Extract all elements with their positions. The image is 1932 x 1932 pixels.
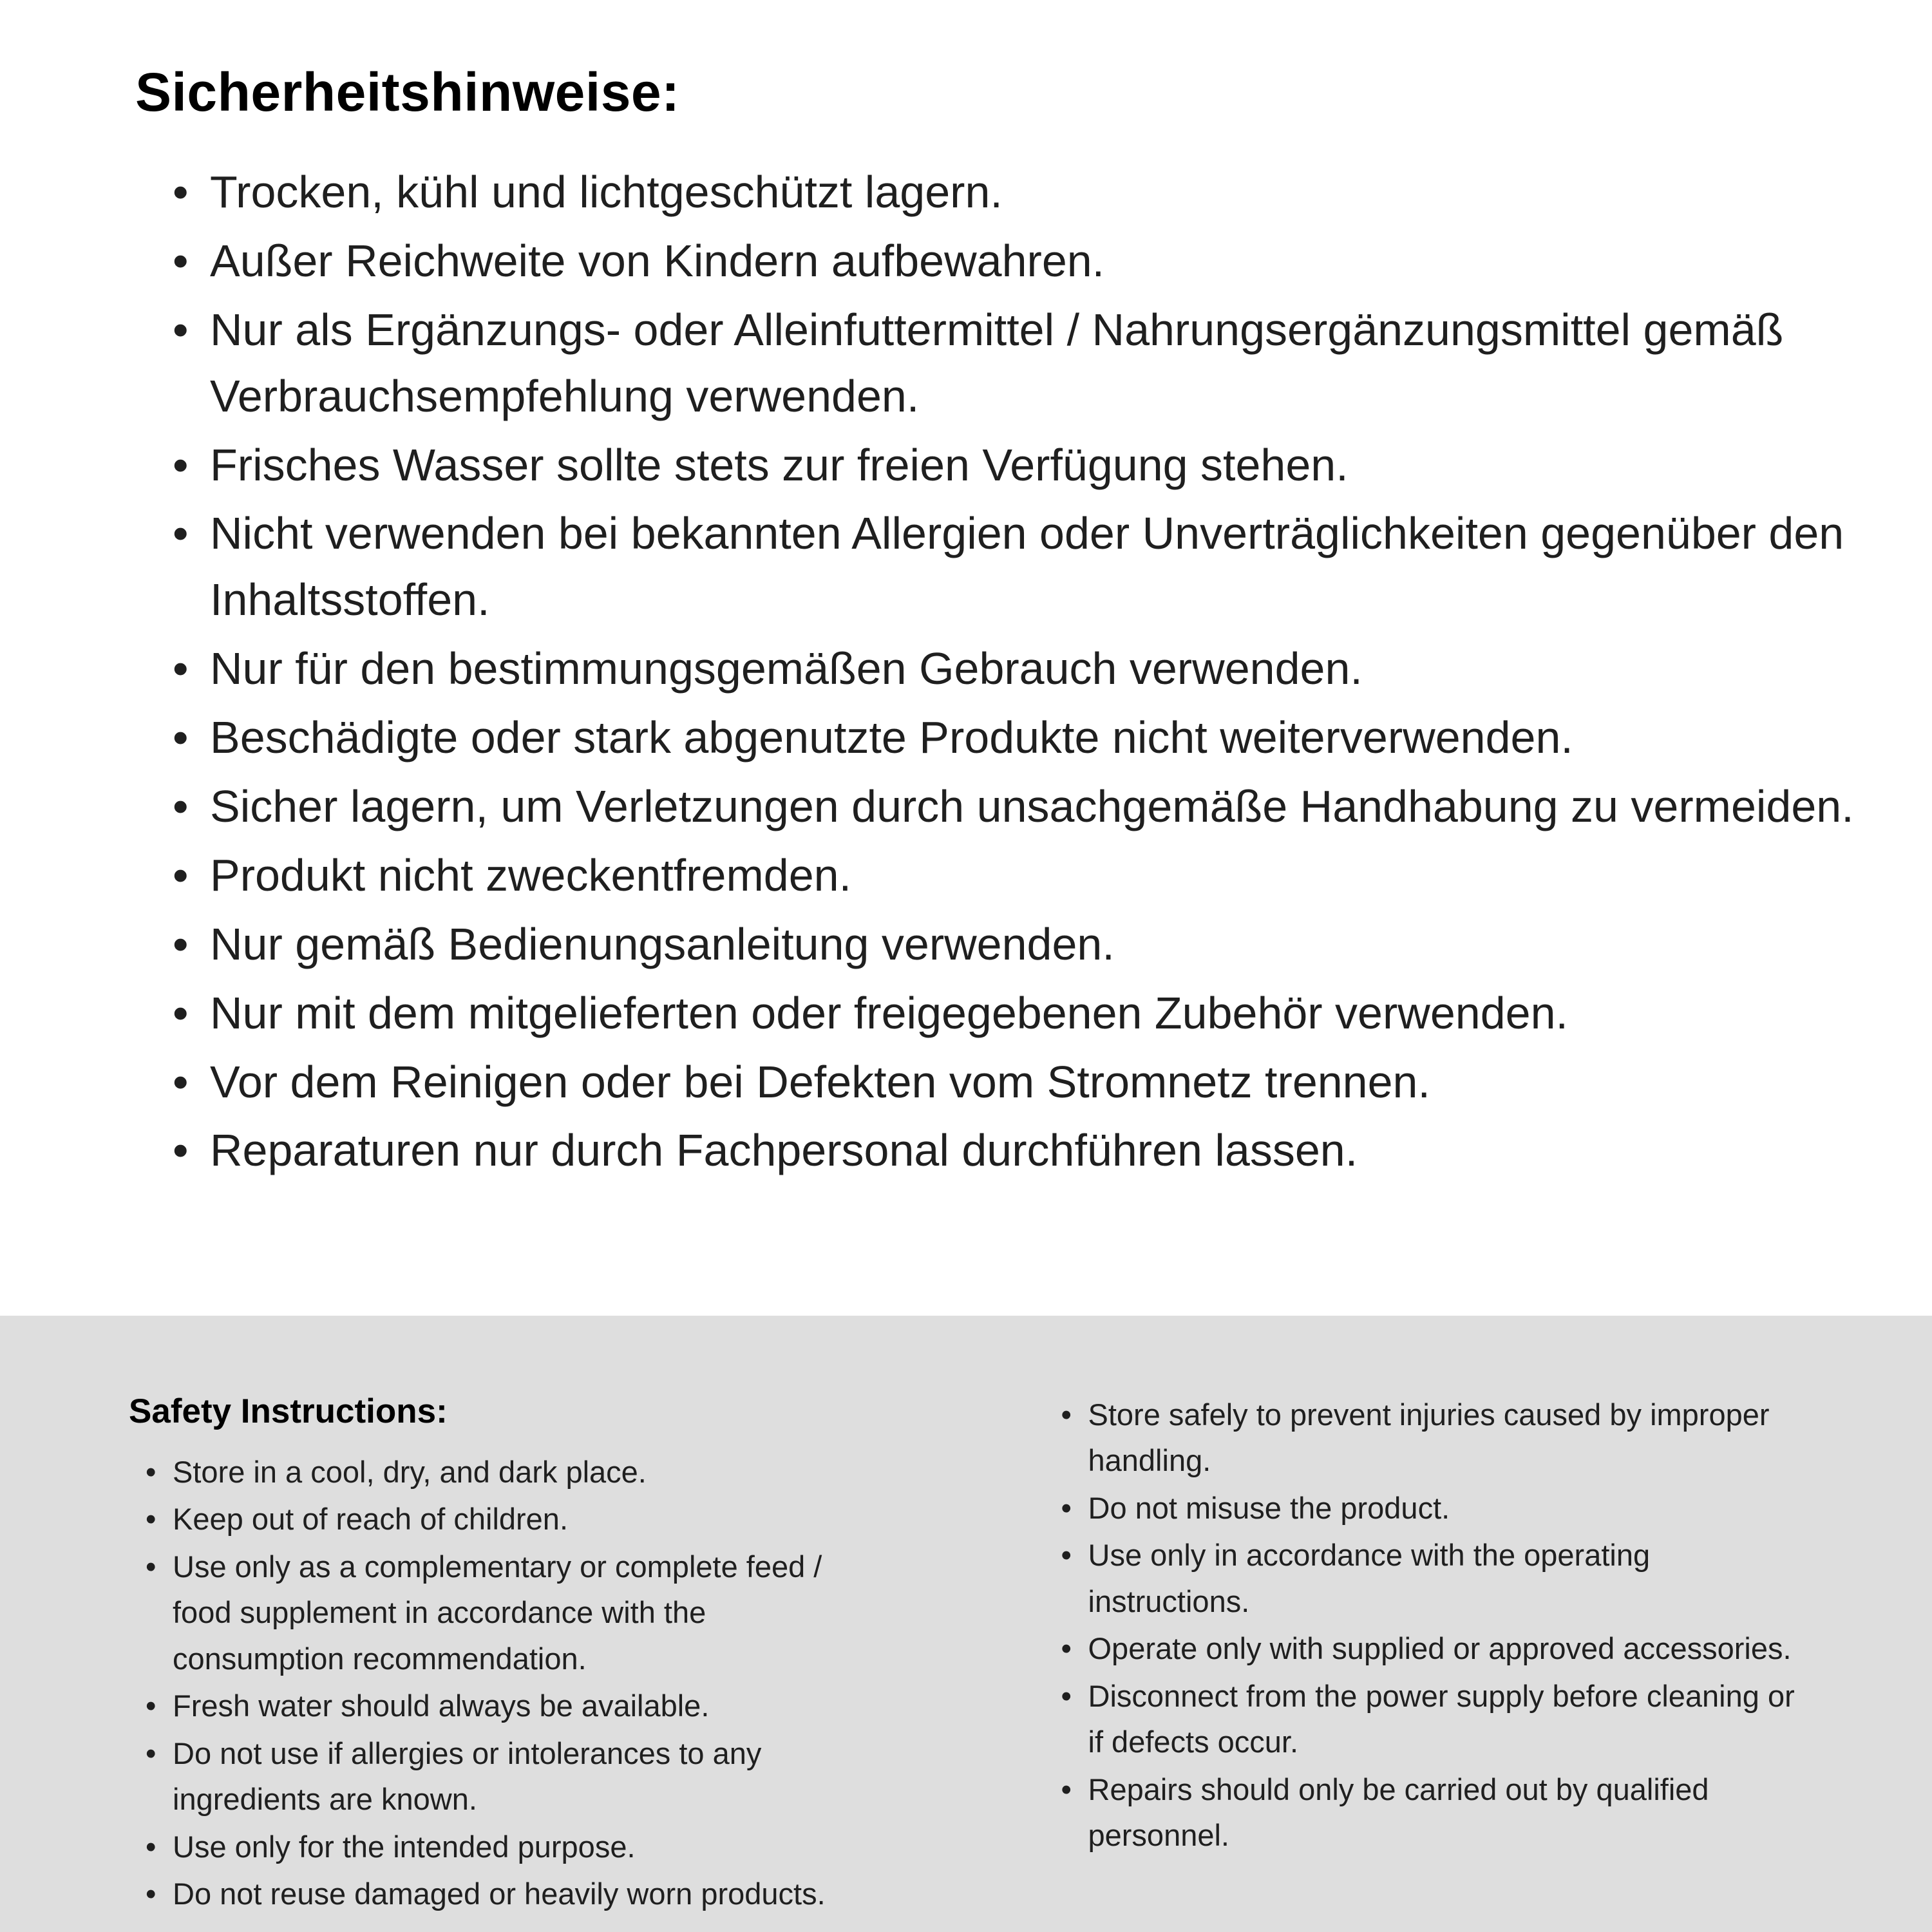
list-item-text: Operate only with supplied or approved accessories. [1088,1631,1792,1666]
list-item-text: Do not use if allergies or intolerances to any ingredients are known. [173,1736,762,1817]
bullet-icon: • [173,167,189,217]
bullet-icon: • [146,1736,156,1770]
list-item [146,1449,875,1495]
list-item [1061,1625,1807,1671]
list-item [173,842,1868,909]
list-item [173,1117,1868,1184]
list-item [146,1683,875,1728]
bullet-icon: • [173,304,189,355]
bullet-icon: • [146,1549,156,1584]
english-left-bullet-list [129,1449,875,1917]
english-left-column [129,1392,875,1932]
list-item-text: Nur als Ergänzungs- oder Alleinfuttermittel / Nahrungsergänzungsmittel gemäß Verbrauchsempfehlung verwenden. [210,304,1784,421]
bullet-icon: • [146,1689,156,1723]
bullet-icon: • [173,1056,189,1107]
list-item-text: Repairs should only be carried out by qualified personnel. [1088,1772,1709,1852]
list-item [173,636,1868,702]
bullet-icon: • [173,987,189,1038]
list-item-text: Use only as a complementary or complete feed / food supplement in accordance with the consumption recommendation. [173,1549,822,1676]
list-item [173,705,1868,771]
bullet-icon: • [173,712,189,763]
bullet-icon: • [173,1125,189,1176]
list-item [173,297,1868,430]
list-item [173,1049,1868,1115]
list-item-text: Keep out of reach of children. [173,1502,569,1537]
list-item [1061,1485,1807,1531]
list-item-text: Beschädigte oder stark abgenutzte Produkte nicht weiterverwenden. [210,712,1573,763]
list-item-text: Produkt nicht zweckentfremden. [210,849,852,900]
list-item-text: Nur gemäß Bedienungsanleitung verwenden. [210,918,1115,969]
list-item [173,159,1868,225]
bullet-icon: • [1061,1490,1072,1525]
list-item-text: Disconnect from the power supply before cleaning or if defects occur. [1088,1678,1795,1759]
bullet-icon: • [173,235,189,286]
list-item [1061,1532,1807,1624]
list-item-text: Nur für den bestimmungsgemäßen Gebrauch verwenden. [210,643,1363,694]
list-item [146,1824,875,1870]
bullet-icon: • [173,849,189,900]
list-item-text: Außer Reichweite von Kindern aufbewahren. [210,235,1105,286]
list-item-text: Frisches Wasser sollte stets zur freien Verfügung stehen. [210,439,1349,490]
bullet-icon: • [173,918,189,969]
bullet-icon: • [1061,1397,1072,1432]
list-item [173,773,1868,840]
german-bullet-list [135,159,1868,1184]
list-item [146,1544,875,1681]
list-item [173,228,1868,294]
list-item-text: Use only in accordance with the operating instructions. [1088,1538,1651,1618]
list-item [173,432,1868,498]
bullet-icon: • [173,508,189,559]
bullet-icon: • [146,1502,156,1537]
bullet-icon: • [1061,1678,1072,1713]
bullet-icon: • [173,643,189,694]
bullet-icon: • [146,1829,156,1864]
list-item [1061,1673,1807,1765]
list-item-text: Trocken, kühl und lichtgeschützt lagern. [210,167,1003,217]
bullet-icon: • [146,1455,156,1489]
list-item-text: Store in a cool, dry, and dark place. [173,1455,647,1489]
list-item [1061,1392,1807,1484]
list-item-text: Use only for the intended purpose. [173,1829,636,1864]
list-item-text: Do not reuse damaged or heavily worn products. [173,1876,826,1911]
english-right-column [1061,1392,1807,1932]
list-item [146,1871,875,1917]
bullet-icon: • [173,781,189,832]
bullet-icon: • [146,1876,156,1911]
list-item-text: Sicher lagern, um Verletzungen durch unsachgemäße Handhabung zu vermeiden. [210,781,1854,832]
german-section-title: Sicherheitshinweise: [135,62,680,122]
bullet-icon: • [1061,1631,1072,1666]
list-item [146,1730,875,1823]
english-right-bullet-list [1061,1392,1807,1858]
list-item-text: Nur mit dem mitgelieferten oder freigegebenen Zubehör verwenden. [210,987,1568,1038]
list-item [146,1496,875,1542]
list-item-text: Store safely to prevent injuries caused by improper handling. [1088,1397,1770,1478]
english-section-title: Safety Instructions: [129,1392,448,1430]
list-item-text: Fresh water should always be available. [173,1689,710,1723]
english-section [0,1316,1932,1932]
list-item-text: Vor dem Reinigen oder bei Defekten vom Stromnetz trennen. [210,1056,1430,1107]
list-item [173,500,1868,633]
bullet-icon: • [1061,1772,1072,1806]
list-item [173,911,1868,978]
bullet-icon: • [173,439,189,490]
list-item-text: Nicht verwenden bei bekannten Allergien oder Unverträglichkeiten gegenüber den Inhaltsstoffen. [210,508,1844,625]
list-item-text: Reparaturen nur durch Fachpersonal durchführen lassen. [210,1125,1358,1176]
list-item [173,980,1868,1046]
list-item [1061,1766,1807,1859]
bullet-icon: • [1061,1538,1072,1573]
list-item-text: Do not misuse the product. [1088,1490,1450,1525]
